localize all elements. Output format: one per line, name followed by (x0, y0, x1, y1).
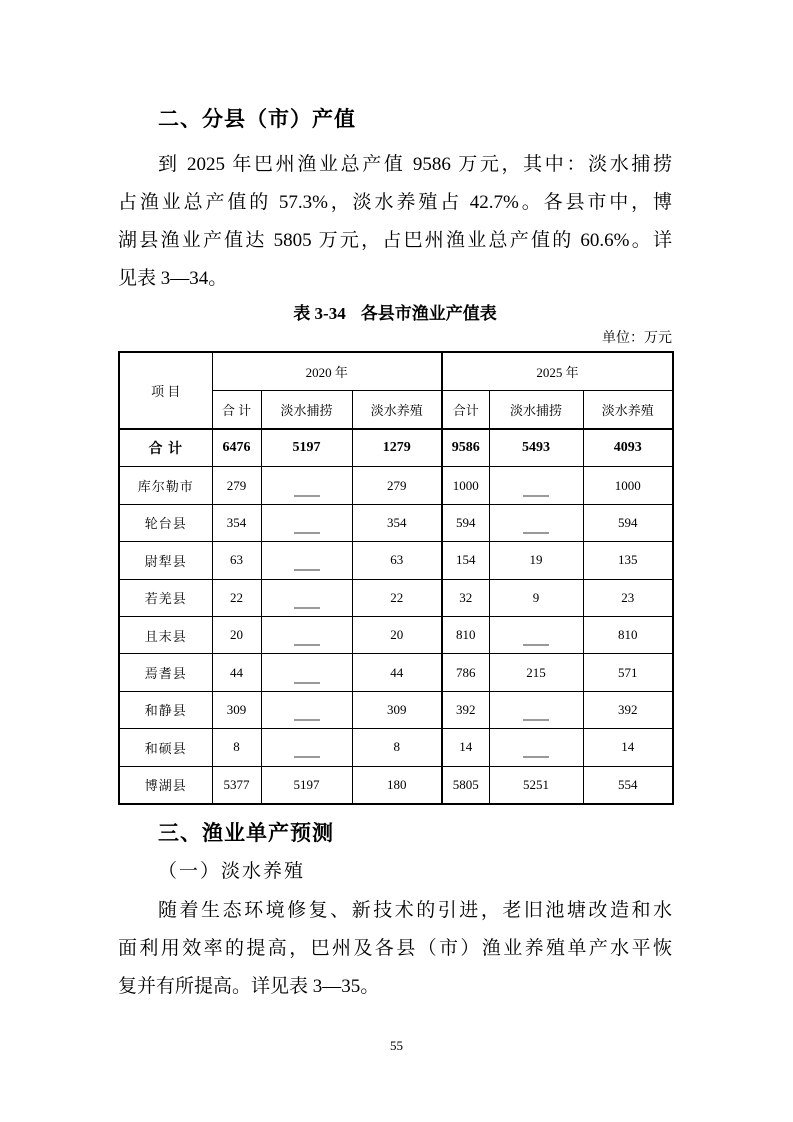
subsection-heading-freshwater-aquaculture: （一）淡水养殖 (158, 860, 306, 882)
table-caption-label: 表 3-34 (293, 304, 346, 323)
empty-value-dash (523, 644, 549, 646)
table-row (119, 504, 673, 541)
empty-value-dash (523, 756, 549, 758)
header-2020-capture: 淡水捕捞 (261, 391, 352, 430)
row-label: 若羌县 (119, 579, 212, 616)
empty-value-dash (523, 495, 549, 497)
empty-value-dash (523, 532, 549, 534)
cell-value (261, 654, 352, 691)
section-heading-yield-forecast: 三、渔业单产预测 (158, 821, 334, 845)
text-line: 见表 3—34。 (118, 268, 228, 289)
empty-value-dash (523, 719, 549, 721)
forecast-paragraph (118, 892, 672, 1006)
cell-value: 786 (442, 654, 489, 691)
cell-value (489, 691, 583, 728)
table-caption-text: 各县市渔业产值表 (360, 304, 497, 323)
empty-value-dash (294, 719, 320, 721)
row-label: 轮台县 (119, 504, 212, 541)
row-label: 库尔勒市 (119, 467, 212, 504)
header-2025-capture: 淡水捕捞 (489, 391, 583, 430)
cell-value: 5805 (442, 766, 489, 804)
cell-value: 44 (212, 654, 261, 691)
table-row (119, 766, 673, 804)
cell-value (261, 616, 352, 653)
cell-value: 571 (583, 654, 673, 691)
cell-value: 392 (442, 691, 489, 728)
header-2020-total: 合 计 (212, 391, 261, 430)
cell-value: 1279 (352, 429, 442, 467)
cell-value: 14 (583, 729, 673, 766)
cell-value (261, 467, 352, 504)
cell-value: 8 (352, 729, 442, 766)
row-label: 合 计 (119, 429, 212, 467)
row-label: 尉犁县 (119, 542, 212, 579)
cell-value (489, 729, 583, 766)
cell-value: 4093 (583, 429, 673, 467)
table-row (119, 654, 673, 691)
cell-value: 554 (583, 766, 673, 804)
row-label: 和硕县 (119, 729, 212, 766)
row-label: 焉耆县 (119, 654, 212, 691)
section-heading-county-output: 二、分县（市）产值 (158, 108, 356, 131)
header-2020-aquaculture: 淡水养殖 (352, 391, 442, 430)
page-number: 55 (390, 1038, 403, 1053)
cell-value: 135 (583, 542, 673, 579)
cell-value: 22 (212, 579, 261, 616)
row-label: 和静县 (119, 691, 212, 728)
cell-value (261, 691, 352, 728)
header-2025-aquaculture: 淡水养殖 (583, 391, 673, 430)
cell-value: 9586 (442, 429, 489, 467)
intro-paragraph (118, 146, 672, 298)
cell-value: 32 (442, 579, 489, 616)
table-body (119, 429, 673, 804)
cell-value (489, 504, 583, 541)
page-content (118, 0, 672, 1006)
empty-value-dash (294, 644, 320, 646)
cell-value: 22 (352, 579, 442, 616)
cell-value: 215 (489, 654, 583, 691)
cell-value (489, 467, 583, 504)
cell-value: 14 (442, 729, 489, 766)
table-row (119, 542, 673, 579)
cell-value: 1000 (442, 467, 489, 504)
cell-value: 810 (442, 616, 489, 653)
cell-value (261, 504, 352, 541)
table-row (119, 429, 673, 467)
text-line: 湖县渔业产值达 5805 万元，占巴州渔业总产值的 60.6%。详 (118, 230, 672, 251)
cell-value: 309 (352, 691, 442, 728)
row-label: 博湖县 (119, 766, 212, 804)
cell-value: 180 (352, 766, 442, 804)
empty-value-dash (294, 756, 320, 758)
empty-value-dash (294, 495, 320, 497)
cell-value: 1000 (583, 467, 673, 504)
cell-value: 392 (583, 691, 673, 728)
cell-value: 5493 (489, 429, 583, 467)
table-row (119, 691, 673, 728)
table-row (119, 729, 673, 766)
header-year-2020: 2020 年 (212, 352, 442, 391)
table-header-year-row (119, 352, 673, 391)
cell-value: 279 (352, 467, 442, 504)
cell-value (261, 579, 352, 616)
cell-value: 63 (352, 542, 442, 579)
cell-value: 6476 (212, 429, 261, 467)
cell-value: 20 (352, 616, 442, 653)
cell-value: 5197 (261, 429, 352, 467)
cell-value: 5251 (489, 766, 583, 804)
text-line: 到 2025 年巴州渔业总产值 9586 万元，其中：淡水捕捞 (158, 154, 672, 175)
cell-value: 5197 (261, 766, 352, 804)
cell-value: 44 (352, 654, 442, 691)
cell-value: 594 (583, 504, 673, 541)
cell-value: 19 (489, 542, 583, 579)
empty-value-dash (294, 532, 320, 534)
cell-value: 810 (583, 616, 673, 653)
table-header (119, 352, 673, 429)
cell-value: 309 (212, 691, 261, 728)
cell-value: 354 (352, 504, 442, 541)
cell-value: 154 (442, 542, 489, 579)
table-row (119, 467, 673, 504)
cell-value (261, 542, 352, 579)
cell-value: 9 (489, 579, 583, 616)
fishery-output-value-table (118, 351, 674, 805)
table-caption (118, 303, 672, 325)
empty-value-dash (294, 569, 320, 571)
empty-value-dash (294, 682, 320, 684)
empty-value-dash (294, 607, 320, 609)
cell-value: 23 (583, 579, 673, 616)
header-year-2025: 2025 年 (442, 352, 673, 391)
cell-value: 8 (212, 729, 261, 766)
cell-value (261, 729, 352, 766)
header-item-cell: 项 目 (119, 352, 212, 429)
text-line: 面利用效率的提高，巴州及各县（市）渔业养殖单产水平恢 (118, 937, 672, 959)
text-line: 占渔业总产值的 57.3%，淡水养殖占 42.7%。各县市中，博 (118, 192, 672, 213)
cell-value: 279 (212, 467, 261, 504)
unit-label: 单位：万元 (602, 331, 672, 346)
table-row (119, 579, 673, 616)
cell-value (489, 616, 583, 653)
cell-value: 354 (212, 504, 261, 541)
cell-value: 594 (442, 504, 489, 541)
cell-value: 63 (212, 542, 261, 579)
header-2025-total: 合计 (442, 391, 489, 430)
cell-value: 5377 (212, 766, 261, 804)
text-line: 随着生态环境修复、新技术的引进，老旧池塘改造和水 (158, 899, 672, 921)
cell-value: 20 (212, 616, 261, 653)
table-row (119, 616, 673, 653)
row-label: 且末县 (119, 616, 212, 653)
text-line: 复并有所提高。详见表 3—35。 (118, 975, 380, 997)
